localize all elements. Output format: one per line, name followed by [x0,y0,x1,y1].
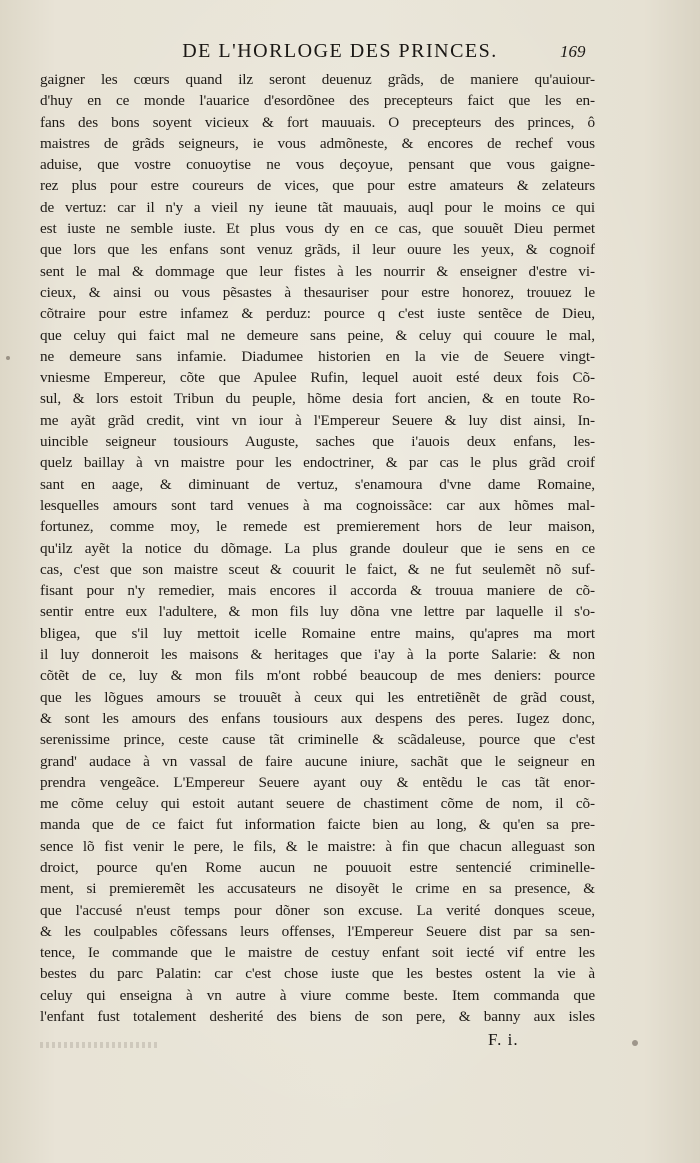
text-line: droict, pource qu'en Rome aucun ne pouuoit estre sentencié criminelle- [40,858,595,876]
text-line: cieux, & ainsi ou vous pẽsastes à thesauriser pour estre honorez, trouuez le [40,283,595,301]
text-line: maistres de grãds seigneurs, ie vous admõneste, & encores de rechef vous [40,134,595,152]
text-line: lesquelles amours sont tard venues à ma cognoissãce: car aux hõmes mal- [40,496,595,514]
text-line: gaigner les cœurs quand ilz seront deuenuz grãds, de maniere qu'auiour- [40,71,595,88]
text-line: sant en aage, & diminuant de vertuz, s'enamoura d'vne dame Romaine, [40,475,595,493]
text-line: cas, c'est que son maistre sceut & couurit le faict, & ne fut seulemẽt nõ suf- [40,560,595,578]
text-line: il luy donneroit les maisons & heritages que i'ay à la porte Salarie: & non [40,646,595,664]
text-line: cõtraire pour estre infamez & perduz: pource q c'est iuste sentẽce de Dieu, [40,305,595,323]
text-line: d'huy en ce monde l'auarice d'esordõnee des precepteurs faict que les en- [40,92,595,110]
text-line: & les coulpables cõfessans leurs offenses, l'Empereur Seuere dist par sa sen- [40,922,595,940]
text-line: que celuy qui faict mal ne demeure sans peine, & celuy qui couure le mal, [40,326,595,344]
text-line: bestes du parc Palatin: car c'est chose iuste que les bestes ostent la vie à [40,965,595,983]
text-line: que l'accusé n'eust temps pour dõner son excuse. La verité donques sceue, [40,901,595,919]
text-line: me ayãt grãd credit, vint vn iour à l'Empereur Seuere & luy dist ainsi, In- [40,411,595,429]
text-line: qu'ilz ayẽt la notice du dõmage. La plus grande douleur que ie sens en ce [40,539,595,557]
text-line: l'enfant fust totalement desherité des biens de son pere, & banny aux isles [40,1008,595,1026]
running-head: DE L'HORLOGE DES PRINCES. [182,40,498,62]
signature-mark: F. i. [488,1030,519,1049]
text-line: ne demeure sans infamie. Diadumee historien en la vie de Seuere vingt- [40,347,595,365]
text-line: me cõme celuy qui estoit autant seuere de chastiment cõme de nom, il cõ- [40,795,595,813]
show-through-mark [40,1042,160,1048]
text-line: que les lõgues amours se trouuẽt à ceux qui les entretiẽnẽt de grãd coust, [40,688,595,706]
text-line: fisant pour n'y remedier, mais encores il accorda & trouua maniere de cõ- [40,582,595,600]
text-line: prendra vengeãce. L'Empereur Seuere ayant ouy & entẽdu le cas tãt enor- [40,773,595,791]
text-line: ment, si premieremẽt les accusateurs ne disoyẽt le crime en sa presence, & [40,880,595,898]
text-line: tence, Ie commande que le maistre de cestuy enfant soit iecté vif entre les [40,944,595,962]
text-line: & sont les amours des enfans tousiours aux despens des peres. Iugez donc, [40,709,595,727]
text-line: manda que de ce faict fut information faicte bien au long, & qu'en sa pre- [40,816,595,834]
text-line: sence lõ fist venir le pere, le fils, & le maistre: à fin que chacun alleguast son [40,837,595,855]
text-line: fortunez, comme moy, le remede est premierement hors de leur maison, [40,518,595,536]
text-line: serenissime prince, ceste cause tãt criminelle & scãdaleuse, pource que c'est [40,731,595,749]
text-line: fans des bons soyent vicieux & fort mauuais. O precepteurs des princes, ô [40,113,595,131]
body-text [40,69,595,1027]
text-line: quelz baillay à vn maistre pour les endoctriner, & par cas le plus grãd croif [40,454,595,472]
page-number: 169 [560,42,586,61]
text-line: vniesme Empereur, cõte que Apulee Rufin, lequel auoit esté deux fois Cõ- [40,369,595,387]
text-line: est iuste ne semble iuste. Et plus vous dy en ce cas, que souuẽt Dieu permet [40,220,595,238]
text-line: sent le mal & dommage que leur fistes à les nourrir & enseigner d'estre vi- [40,262,595,280]
text-line: rez plus pour estre coureurs de vices, que pour estre amateurs & zelateurs [40,177,595,195]
text-line: uincible seigneur tousiours Auguste, saches que i'auois deux enfans, les- [40,433,595,451]
text-line: aduise, que vostre conuoytise ne vous deçoyue, pensant que vous gaigne- [40,156,595,174]
text-line: de vertuz: car il n'y a vieil ny ieune tãt mauuais, auql pour le moins ce qui [40,198,595,216]
text-line: que lors que les enfans sont venuz grãds, il leur ouure les yeux, & cognoif [40,241,595,259]
margin-ink-spot [632,1040,638,1046]
text-line: grand' audace à vn vassal de faire aucune iniure, sachãt que le seigneur en [40,752,595,770]
text-line: sentir entre eux l'adultere, & mon fils luy dõna vne lettre par laquelle il s'o- [40,603,595,621]
text-line: bligea, que s'il luy mettoit icelle Romaine entre mains, qu'apres ma mort [40,624,595,642]
text-line: sul, & lors estoit Tribun du peuple, hõme desia fort ancien, & en toute Ro- [40,390,595,408]
text-line: cõtẽt de ce, luy & mon fils m'ont robbé beaucoup de mes deniers: pource [40,667,595,685]
margin-ink-spot [6,356,10,360]
text-line: celuy qui enseigna à vn autre à viure comme beste. Item commanda que [40,986,595,1004]
